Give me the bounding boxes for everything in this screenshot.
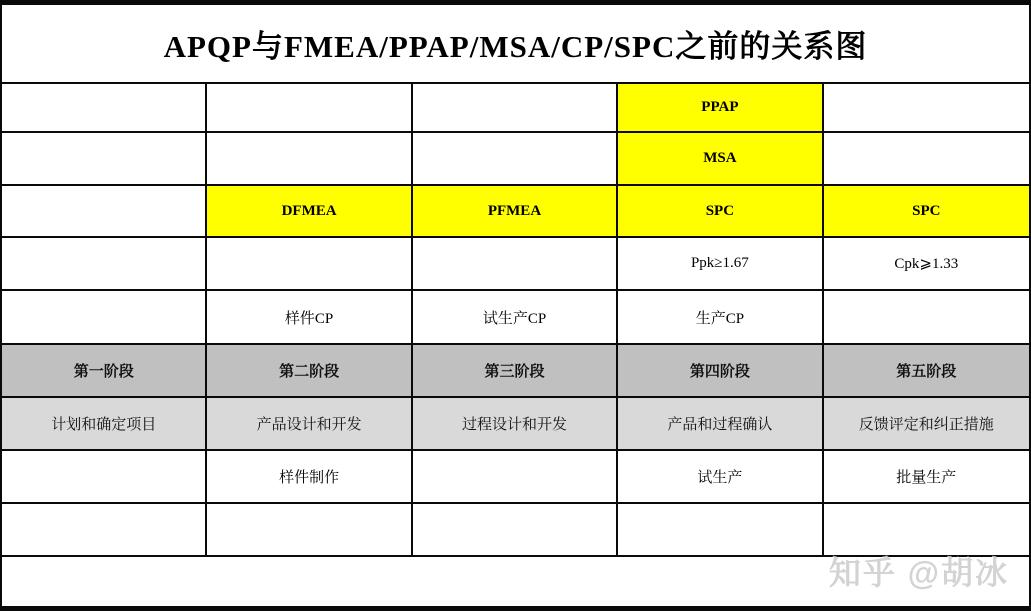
cell-empty (824, 84, 1029, 133)
cell-empty (824, 291, 1029, 345)
cell-spc-feedback: SPC (824, 186, 1029, 238)
cell-empty (413, 133, 618, 186)
cell-empty (2, 451, 207, 504)
cell-production-cp: 生产CP (618, 291, 823, 345)
cell-empty (2, 291, 207, 345)
cell-empty (413, 238, 618, 291)
watermark: 知乎 @胡冰 (828, 555, 1009, 591)
cell-stage-1: 第一阶段 (2, 345, 207, 398)
cell-empty (207, 504, 412, 557)
cell-empty (2, 133, 207, 186)
cell-trial-production-cp: 试生产CP (413, 291, 618, 345)
cell-ppap: PPAP (618, 84, 823, 133)
cell-dfmea: DFMEA (207, 186, 412, 238)
cell-stage-5: 第五阶段 (824, 345, 1029, 398)
cell-empty (824, 504, 1029, 557)
cell-empty (207, 238, 412, 291)
cell-trial-production: 试生产 (618, 451, 823, 504)
cell-stage-2: 第二阶段 (207, 345, 412, 398)
cell-stage-3: 第三阶段 (413, 345, 618, 398)
cell-ppk-value: Ppk≥1.67 (618, 238, 823, 291)
cell-spc-production: SPC (618, 186, 823, 238)
cell-stage-5-desc: 反馈评定和纠正措施 (824, 398, 1029, 451)
cell-empty (413, 84, 618, 133)
cell-cpk-value: Cpk⩾1.33 (824, 238, 1029, 291)
cell-empty (824, 133, 1029, 186)
page-title: APQP与FMEA/PPAP/MSA/CP/SPC之前的关系图 (2, 5, 1029, 84)
cell-stage-2-desc: 产品设计和开发 (207, 398, 412, 451)
cell-mass-production: 批量生产 (824, 451, 1029, 504)
cell-empty (618, 504, 823, 557)
cell-empty (413, 504, 618, 557)
cell-empty (413, 451, 618, 504)
cell-stage-4-desc: 产品和过程确认 (618, 398, 823, 451)
cell-stage-3-desc: 过程设计和开发 (413, 398, 618, 451)
cell-stage-4: 第四阶段 (618, 345, 823, 398)
cell-empty (2, 84, 207, 133)
table-grid (2, 84, 1029, 557)
cell-empty (2, 186, 207, 238)
cell-empty (207, 133, 412, 186)
cell-empty (207, 84, 412, 133)
cell-stage-1-desc: 计划和确定项目 (2, 398, 207, 451)
cell-msa: MSA (618, 133, 823, 186)
cell-sample-build: 样件制作 (207, 451, 412, 504)
cell-pfmea: PFMEA (413, 186, 618, 238)
cell-sample-cp: 样件CP (207, 291, 412, 345)
footer-merged-row (2, 557, 1029, 606)
cell-empty (2, 238, 207, 291)
cell-empty (2, 504, 207, 557)
